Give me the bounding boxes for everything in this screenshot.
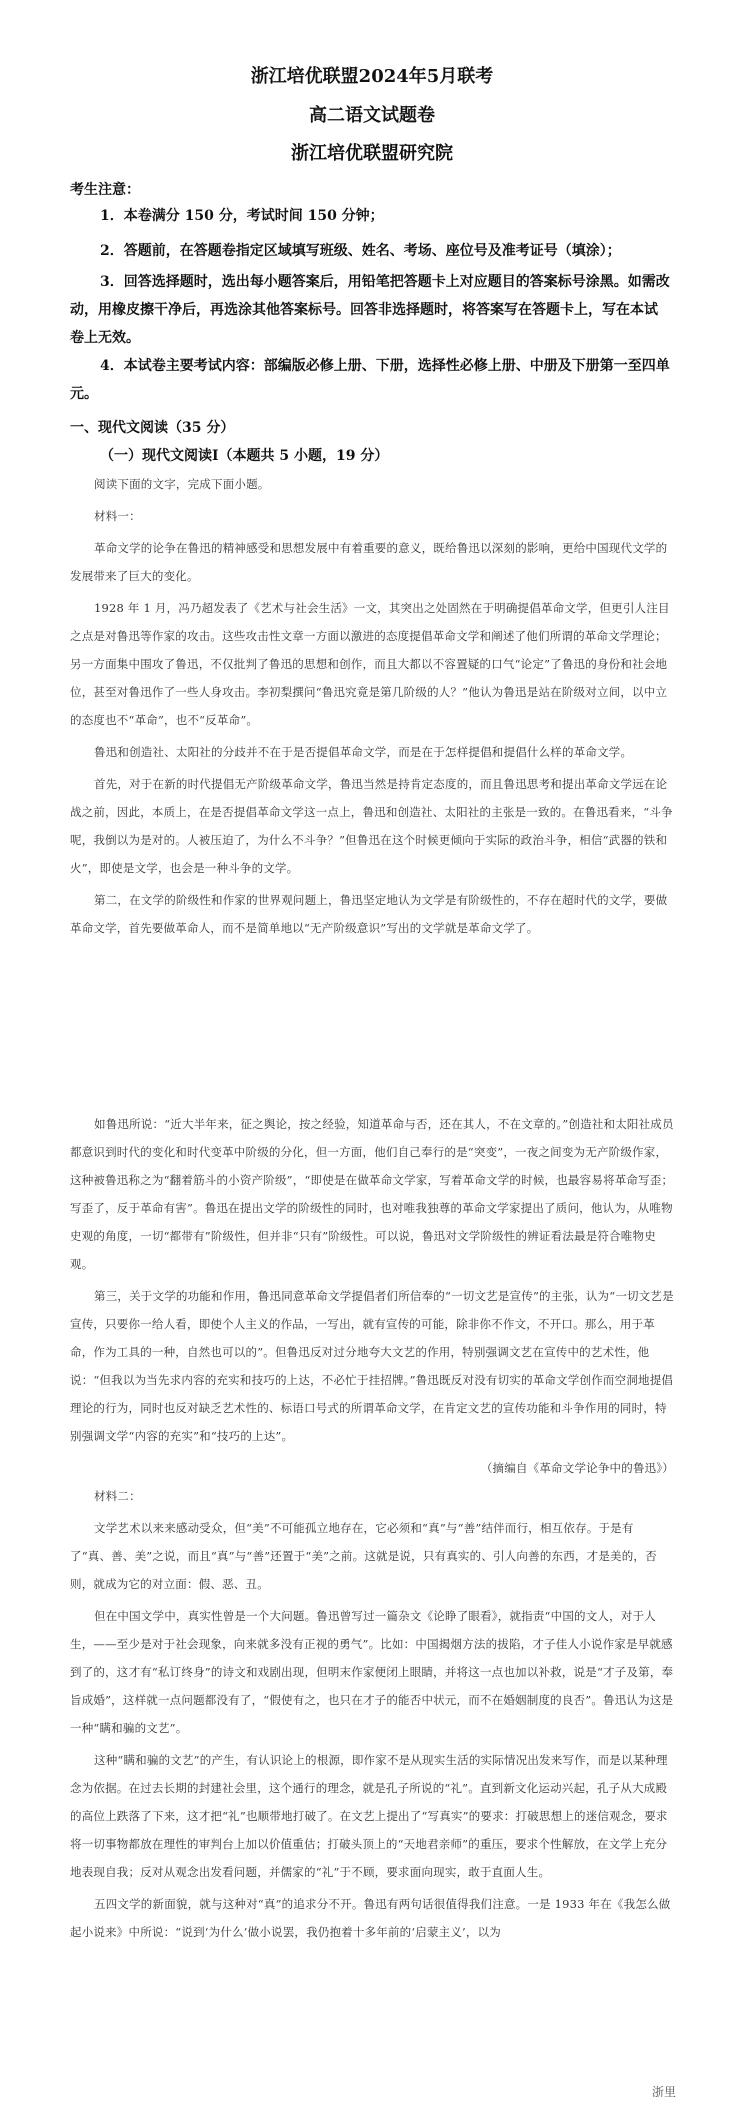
paragraph: 第三，关于文学的功能和作用，鲁迅同意革命文学提倡者们所信奉的“一切文艺是宣传”的主张，认为“一切文艺是宣传，只要你一给人看，即使个人主义的作品，一写出，就有宣传的可能，除非你不作文，不开口。那么，用于革命，作为工具的一种，自然也可以的”。但鲁迅反对过分地夸大文艺的作用，特别强调文艺在宣传中的艺术性，他说：“但我以为当先求内容的充实和技巧的上达，不必忙于挂招牌。”鲁迅既反对没有切实的革命文学创作而空洞地提倡理论的行为，同时也反对缺乏艺术性的、标语口号式的所谓革命文学，在肯定文艺的宣传功能和斗争作用的同时，特别强调文学“内容的充实”和“技巧的上达”。 [70,1289,674,1443]
paragraph: 革命文学的论争在鲁迅的精神感受和思想发展中有着重要的意义，既给鲁迅以深刻的影响，更给中国现代文学的发展带来了巨大的变化。 [70,541,668,583]
notice-item-2: 2．答题前，在答题卷指定区域填写班级、姓名、考场、座位号及准考证号（填涂）； [100,243,621,259]
reading-block-1 [70,470,674,946]
notice-item-1: 1．本卷满分 150 分，考试时间 150 分钟； [100,208,384,224]
paragraph: 但在中国文学中，真实性曾是一个大问题。鲁迅曾写过一篇杂文《论睁了眼看》，就指责“中国的文人，对于人生，——至少是对于社会现象，向来就多没有正视的勇气”。比如：中国揭烟方法的拔陷，才子佳人小说作家是早就感到了的，这才有“私订终身”的诗文和戏剧出现，但明末作家便闭上眼睛，并将这一点也加以补救，说是“才子及第，奉旨成婚”，这样就一点问题都没有了，“假使有之，也只在才子的能否中状元，而不在婚姻制度的良否”。鲁迅认为这是一种“瞒和骗的文艺”。 [70,1609,674,1735]
paragraph: 1928 年 1 月，冯乃超发表了《艺术与社会生活》一文，其突出之处固然在于明确提倡革命文学，但更引人注目之点是对鲁迅等作家的攻击。这些攻击性文章一方面以激进的态度提倡革命文学和阐述了他们所谓的革命文学理论；另一方面集中围攻了鲁迅，不仅批判了鲁迅的思想和创作，而且大都以不容置疑的口气“论定”了鲁迅的身份和社会地位，甚至对鲁迅作了一些人身攻击。李初梨撰问“鲁迅究竟是第几阶级的人？”他认为鲁迅是站在阶级对立间，以中立的态度也不“革命”，也不“反革命”。 [70,601,670,727]
instruction-text: 阅读下面的文字，完成下面小题。 [94,477,270,491]
exam-title: 浙江培优联盟2024年5月联考 [250,66,494,87]
reading-block-2 [70,1110,674,1950]
material-1-label: 材料一： [94,509,141,523]
paragraph: 五四文学的新面貌，就与这种对“真”的追求分不开。鲁迅有两句话很值得我们注意。一是 1933 年在《我怎么做起小说来》中所说：“说到‘为什么’做小说罢，我仍抱着十多年前的‘启蒙主义’，以为 [70,1897,671,1939]
paragraph: 文学艺术以来来感动受众，但“美”不可能孤立地存在，它必须和“真”与“善”结伴而行，相互依存。于是有了“真、善、美”之说，而且“真”与“善”还置于“美”之前。这就是说，只有真实的、引人向善的东西，才是美的，否则，就成为它的对立面：假、恶、丑。 [70,1521,657,1591]
notice-item-3: 3．回答选择题时，选出每小题答案后，用铅笔把答题卡上对应题目的答案标号涂黑。如需改动，用橡皮擦干净后，再选涂其他答案标号。回答非选择题时，将答案写在答题卡上，写在本试卷上无效。 [70,274,670,346]
paragraph: 如鲁迅所说：“近大半年来，征之舆论，按之经验，知道革命与否，还在其人，不在文章的。”创造社和太阳社成员都意识到时代的变化和时代变革中阶级的分化，但一方面，他们自己奉行的是“突变”，一夜之间变为无产阶级作家，这种被鲁迅称之为“翻着筋斗的小资产阶级”，“即使是在做革命文学家，写着革命文学的时候，也最容易将革命写歪；写歪了，反于革命有害”。鲁迅在提出文学的阶级性的同时，也对唯我独尊的革命文学家提出了质问，他认为，从唯物史观的角度，一切“都带有”阶级性，但并非“只有”阶级性。可以说，鲁迅对文学阶级性的辨证看法最是符合唯物史观。 [70,1117,674,1271]
notice-heading: 考生注意： [70,182,140,198]
paragraph: 首先，对于在新的时代提倡无产阶级革命文学，鲁迅当然是持肯定态度的，而且鲁迅思考和提出革命文学远在论战之前，因此，本质上，在是否提倡革命文学这一点上，鲁迅和创造社、太阳社的主张是一致的。在鲁迅看来，“斗争呢，我倒以为是对的。人被压迫了，为什么不斗争？”但鲁迅在这个时候更倾向于实际的政治斗争，相信“武器的铁和火”，即使是文学，也会是一种斗争的文学。 [70,777,673,875]
source-citation: （摘编自《革命文学论争中的鲁迅》） [480,1461,674,1475]
paragraph: 这种“瞒和骗的文艺”的产生，有认识论上的根源，即作家不是从现实生活的实际情况出发来写作，而是以某种理念为依据。在过去长期的封建社会里，这个通行的理念，就是孔子所说的“礼”。直到新文化运动兴起，孔子从大成殿的高位上跌落了下来，这才把“礼”也顺带地打破了。在文艺上提出了“写真实”的要求：打破思想上的迷信观念，要求将一切事物都放在理性的审判台上加以价值重估；打破头顶上的“天地君亲师”的重压，要求个性解放，在文学上充分地表现自我；反对从观念出发看问题，并儒家的“礼”于不顾，要求面向现实，敢于直面人生。 [70,1753,668,1879]
exam-subtitle: 高二语文试题卷 [309,105,435,126]
footer-text: 浙里 [651,2085,676,2099]
paragraph: 鲁迅和创造社、太阳社的分歧并不在于是否提倡革命文学，而是在于怎样提倡和提倡什么样的革命文学。 [94,745,633,759]
exam-publisher: 浙江培优联盟研究院 [291,143,453,164]
notice-item-4: 4．本试卷主要考试内容：部编版必修上册、下册，选择性必修上册、中册及下册第一至四单元。 [70,358,670,402]
section-heading: 一、现代文阅读（35 分） [70,420,235,436]
paragraph: 第二，在文学的阶级性和作家的世界观问题上，鲁迅坚定地认为文学是有阶级性的，不存在超时代的文学，要做革命文学，首先要做革命人，而不是简单地以“无产阶级意识”写出的文学就是革命文学了。 [70,893,668,935]
section-subheading: （一）现代文阅读Ⅰ（本题共 5 小题，19 分） [100,448,389,464]
material-2-label: 材料二： [94,1489,141,1503]
